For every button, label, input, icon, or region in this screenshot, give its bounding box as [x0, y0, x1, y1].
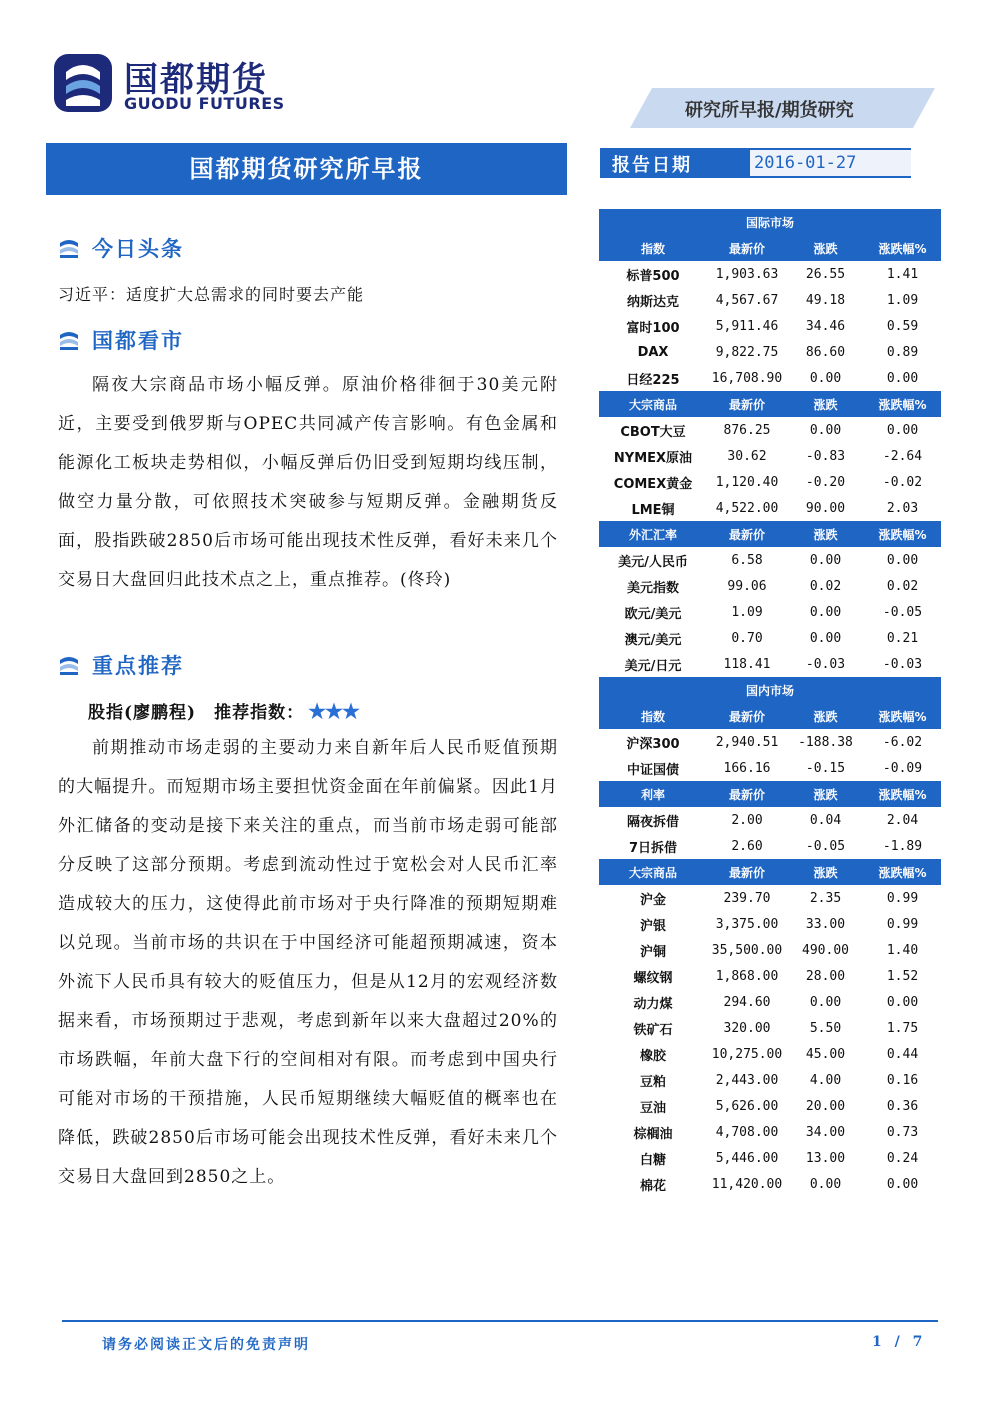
row-name-cell: 中证国债	[626, 762, 679, 778]
value-cell: 4,708.00	[715, 1124, 779, 1140]
value-cell: 0.44	[886, 1046, 919, 1062]
footer-divider	[62, 1320, 938, 1322]
section-international-market-label: 国际市场	[599, 209, 941, 235]
column-header: 最新价	[707, 781, 787, 807]
value-cell: 5,626.00	[715, 1098, 779, 1114]
value-cell: 49.18	[805, 292, 846, 308]
section-title-market-view: 国都看市	[92, 328, 184, 353]
table-row	[599, 469, 941, 495]
row-name-cell: 铁矿石	[633, 1022, 673, 1038]
row-name-cell: 沪深300	[626, 736, 680, 752]
value-cell: 0.00	[809, 422, 842, 438]
table-row	[599, 599, 941, 625]
value-cell: 0.02	[886, 578, 919, 594]
row-name-cell: 美元/人民币	[618, 554, 688, 570]
value-cell: 5,446.00	[715, 1150, 779, 1166]
table-row	[599, 1093, 941, 1119]
value-cell: 876.25	[723, 422, 771, 438]
value-cell: 118.41	[723, 656, 771, 672]
recommendation-line	[88, 698, 359, 723]
value-cell: 1,120.40	[715, 474, 779, 490]
rating-stars-icon: ★★★	[308, 699, 359, 723]
value-cell: 0.21	[886, 630, 919, 646]
logo-text-cn: 国都期货	[124, 60, 268, 100]
column-header: 最新价	[707, 391, 787, 417]
column-header: 最新价	[707, 859, 787, 885]
column-header: 涨跌	[787, 859, 864, 885]
value-cell: 0.89	[886, 344, 919, 360]
value-cell: 490.00	[802, 942, 849, 958]
table-row	[599, 417, 941, 443]
logo-text-en: GUODU FUTURES	[124, 94, 285, 113]
value-cell: -0.09	[882, 760, 923, 776]
value-cell: 2.00	[731, 812, 763, 828]
table-row	[599, 1171, 941, 1197]
column-header: 最新价	[707, 703, 787, 729]
row-name-cell: NYMEX原油	[613, 450, 693, 466]
value-cell: 1.40	[886, 942, 919, 958]
report-date-label: 报告日期	[612, 155, 692, 176]
table-row	[599, 573, 941, 599]
value-cell: 16,708.90	[711, 370, 783, 386]
value-cell: 4,522.00	[715, 500, 779, 516]
value-cell: 0.59	[886, 318, 919, 334]
value-cell: 0.00	[809, 994, 842, 1010]
row-name-cell: DAX	[637, 344, 669, 360]
value-cell: 0.36	[886, 1098, 919, 1114]
value-cell: 2,940.51	[715, 734, 779, 750]
banner-text: 研究所早报/期货研究	[685, 100, 854, 121]
value-cell: 4,567.67	[715, 292, 779, 308]
value-cell: 1.75	[886, 1020, 919, 1036]
column-header: 涨跌	[787, 521, 864, 547]
value-cell: 166.16	[723, 760, 771, 776]
row-name-cell: 豆油	[639, 1100, 666, 1116]
row-name-cell: 美元/日元	[624, 658, 682, 674]
section-bullet-icon	[58, 329, 80, 351]
row-name-cell: 日经225	[626, 372, 680, 388]
value-cell: 0.16	[886, 1072, 919, 1088]
row-name-cell: 隔夜拆借	[626, 814, 679, 830]
column-header: 大宗商品	[599, 859, 707, 885]
table-row	[599, 651, 941, 677]
column-header: 涨跌幅%	[864, 521, 941, 547]
headline-text: 习近平：适度扩大总需求的同时要去产能	[58, 285, 365, 304]
value-cell: 9,822.75	[715, 344, 779, 360]
value-cell: -0.20	[805, 474, 846, 490]
value-cell: 0.02	[809, 578, 842, 594]
value-cell: 20.00	[805, 1098, 846, 1114]
table-row	[599, 729, 941, 755]
value-cell: 1,903.63	[715, 266, 779, 282]
table-row	[599, 313, 941, 339]
row-name-cell: 白糖	[639, 1152, 666, 1168]
value-cell: 0.00	[809, 552, 842, 568]
section-title-recommendation: 重点推荐	[92, 653, 184, 678]
recommendation-paragraph: 前期推动市场走弱的主要动力来自新年后人民币贬值预期的大幅提升。而短期市场主要担忧资金面在年前偏紧。因此1月外汇储备的变动是接下来关注的重点，而当前市场走弱可能部分反映了这部分预期。考虑到流动性过于宽松会对人民币汇率造成较大的压力，这使得此前市场对于央行降准的预期短期难以兑现。当前市场的共识在于中国经济可能超预期减速，资本外流下人民币具有较大的贬值压力，但是从12月的宏观经济数据来看，市场预期过于悲观，考虑到新年以来大盘超过20%的市场跌幅，年前大盘下行的空间相对有限。而考虑到中国央行可能对市场的干预措施，人民币短期继续大幅贬值的概率也在降低，跌破2850后市场可能会出现技术性反弹，看好未来几个交易日大盘回到2850之上。	[58, 738, 558, 1187]
row-name-cell: 欧元/美元	[624, 606, 682, 622]
report-title: 国都期货研究所早报	[46, 143, 567, 195]
report-date	[600, 148, 911, 178]
recommendation-label: 股指(廖鹏程) 推荐指数：	[88, 703, 305, 723]
value-cell: 0.70	[731, 630, 763, 646]
row-name-cell: 沪金	[639, 892, 666, 908]
market-data-table	[599, 209, 941, 1197]
table-row	[599, 989, 941, 1015]
column-header: 涨跌幅%	[864, 781, 941, 807]
table-row	[599, 911, 941, 937]
table-row	[599, 625, 941, 651]
value-cell: -2.64	[882, 448, 923, 464]
footer-disclaimer: 请务必阅读正文后的免责声明	[102, 1337, 310, 1353]
value-cell: 0.00	[809, 604, 842, 620]
value-cell: 1.09	[731, 604, 763, 620]
value-cell: 4.00	[809, 1072, 842, 1088]
value-cell: 0.00	[809, 1176, 842, 1192]
value-cell: 294.60	[723, 994, 771, 1010]
table-row	[599, 287, 941, 313]
value-cell: 1.09	[886, 292, 919, 308]
value-cell: 33.00	[805, 916, 846, 932]
row-name-cell: 7日拆借	[628, 840, 678, 856]
table-row	[599, 755, 941, 781]
value-cell: 0.00	[886, 422, 919, 438]
value-cell: 1.41	[886, 266, 919, 282]
row-name-cell: 沪铜	[639, 944, 666, 960]
column-header: 指数	[599, 235, 707, 261]
table-row	[599, 339, 941, 365]
table-row	[599, 807, 941, 833]
value-cell: 0.00	[886, 1176, 919, 1192]
value-cell: 0.00	[809, 370, 842, 386]
value-cell: -0.03	[805, 656, 846, 672]
value-cell: 0.00	[886, 370, 919, 386]
table-row	[599, 963, 941, 989]
table-header-row	[599, 521, 941, 547]
row-name-cell: 标普500	[626, 268, 680, 284]
value-cell: -0.05	[805, 838, 846, 854]
section-bullet-icon	[58, 654, 80, 676]
column-header: 涨跌幅%	[864, 703, 941, 729]
value-cell: -188.38	[798, 734, 853, 750]
row-name-cell: 棉花	[639, 1178, 666, 1194]
column-header: 涨跌	[787, 391, 864, 417]
value-cell: 34.00	[805, 1124, 846, 1140]
value-cell: 10,275.00	[711, 1046, 783, 1062]
table-row	[599, 547, 941, 573]
row-name-cell: 沪银	[639, 918, 666, 934]
column-header: 涨跌	[787, 703, 864, 729]
value-cell: 6.58	[731, 552, 763, 568]
report-type-banner	[630, 88, 935, 128]
row-name-cell: 澳元/美元	[624, 632, 682, 648]
table-header-row	[599, 391, 941, 417]
value-cell: 90.00	[805, 500, 846, 516]
table-header-row	[599, 781, 941, 807]
value-cell: 1,868.00	[715, 968, 779, 984]
value-cell: 2.60	[731, 838, 763, 854]
value-cell: 2.03	[886, 500, 919, 516]
logo-mark-icon	[52, 52, 114, 114]
row-name-cell: 豆粕	[639, 1074, 666, 1090]
table-row	[599, 1041, 941, 1067]
table-row	[599, 1015, 941, 1041]
column-header: 最新价	[707, 521, 787, 547]
value-cell: 86.60	[805, 344, 846, 360]
value-cell: 0.04	[809, 812, 842, 828]
value-cell: 0.00	[886, 994, 919, 1010]
value-cell: 26.55	[805, 266, 846, 282]
table-row	[599, 1067, 941, 1093]
value-cell: 0.24	[886, 1150, 919, 1166]
section-bullet-icon	[58, 237, 80, 259]
value-cell: 99.06	[727, 578, 767, 594]
row-name-cell: 螺纹钢	[633, 970, 673, 986]
section-title-headline: 今日头条	[92, 236, 184, 261]
column-header: 利率	[599, 781, 707, 807]
column-header: 涨跌幅%	[864, 235, 941, 261]
value-cell: -0.15	[805, 760, 846, 776]
row-name-cell: 纳斯达克	[626, 294, 679, 310]
table-row	[599, 937, 941, 963]
value-cell: -0.05	[882, 604, 923, 620]
table-row	[599, 1145, 941, 1171]
column-header: 外汇汇率	[599, 521, 707, 547]
table-row	[599, 1119, 941, 1145]
page-number: 1 / 7	[872, 1334, 927, 1350]
market-view-paragraph: 隔夜大宗商品市场小幅反弹。原油价格徘徊于30美元附近，主要受到俄罗斯与OPEC共同减产传言影响。有色金属和能源化工板块走势相似，小幅反弹后仍旧受到短期均线压制，做空力量分散，可依照技术突破参与短期反弹。金融期货反面，股指跌破2850后市场可能出现技术性反弹，看好未来几个交易日大盘回归此技术点之上，重点推荐。(佟玲)	[58, 375, 558, 590]
value-cell: 5.50	[809, 1020, 842, 1036]
column-header: 涨跌	[787, 235, 864, 261]
table-row	[599, 261, 941, 287]
value-cell: 11,420.00	[711, 1176, 783, 1192]
value-cell: 239.70	[723, 890, 771, 906]
row-name-cell: LME铜	[631, 502, 675, 518]
column-header: 涨跌	[787, 781, 864, 807]
section-domestic-market	[599, 677, 941, 703]
column-header: 大宗商品	[599, 391, 707, 417]
row-name-cell: 富时100	[626, 320, 680, 336]
table-row	[599, 885, 941, 911]
row-name-cell: COMEX黄金	[613, 476, 693, 492]
value-cell: 1.52	[886, 968, 919, 984]
row-name-cell: CBOT大豆	[620, 424, 686, 440]
column-header: 最新价	[707, 235, 787, 261]
value-cell: 320.00	[723, 1020, 771, 1036]
table-header-row	[599, 859, 941, 885]
value-cell: 28.00	[805, 968, 846, 984]
value-cell: 30.62	[727, 448, 767, 464]
table-row	[599, 443, 941, 469]
value-cell: -1.89	[882, 838, 923, 854]
table-header-row	[599, 235, 941, 261]
value-cell: 35,500.00	[711, 942, 783, 958]
value-cell: 45.00	[805, 1046, 846, 1062]
value-cell: 2,443.00	[715, 1072, 779, 1088]
value-cell: 0.99	[886, 890, 919, 906]
value-cell: 5,911.46	[715, 318, 779, 334]
value-cell: 0.73	[886, 1124, 919, 1140]
row-name-cell: 美元指数	[626, 580, 679, 596]
value-cell: -0.02	[882, 474, 923, 490]
value-cell: -6.02	[882, 734, 923, 750]
section-international-market	[599, 209, 941, 235]
company-logo	[52, 52, 292, 122]
value-cell: 0.99	[886, 916, 919, 932]
value-cell: 34.46	[805, 318, 846, 334]
table-header-row	[599, 703, 941, 729]
value-cell: -0.83	[805, 448, 846, 464]
value-cell: 13.00	[805, 1150, 846, 1166]
table-row	[599, 495, 941, 521]
column-header: 涨跌幅%	[864, 859, 941, 885]
value-cell: 3,375.00	[715, 916, 779, 932]
table-row	[599, 365, 941, 391]
value-cell: 2.35	[809, 890, 842, 906]
section-domestic-market-label: 国内市场	[599, 677, 941, 703]
column-header: 涨跌幅%	[864, 391, 941, 417]
value-cell: 0.00	[809, 630, 842, 646]
row-name-cell: 橡胶	[639, 1048, 666, 1064]
value-cell: -0.03	[882, 656, 923, 672]
value-cell: 0.00	[886, 552, 919, 568]
column-header: 指数	[599, 703, 707, 729]
row-name-cell: 动力煤	[633, 996, 673, 1012]
row-name-cell: 棕榈油	[633, 1126, 673, 1142]
value-cell: 2.04	[886, 812, 919, 828]
table-row	[599, 833, 941, 859]
report-date-value: 2016-01-27	[750, 150, 911, 176]
